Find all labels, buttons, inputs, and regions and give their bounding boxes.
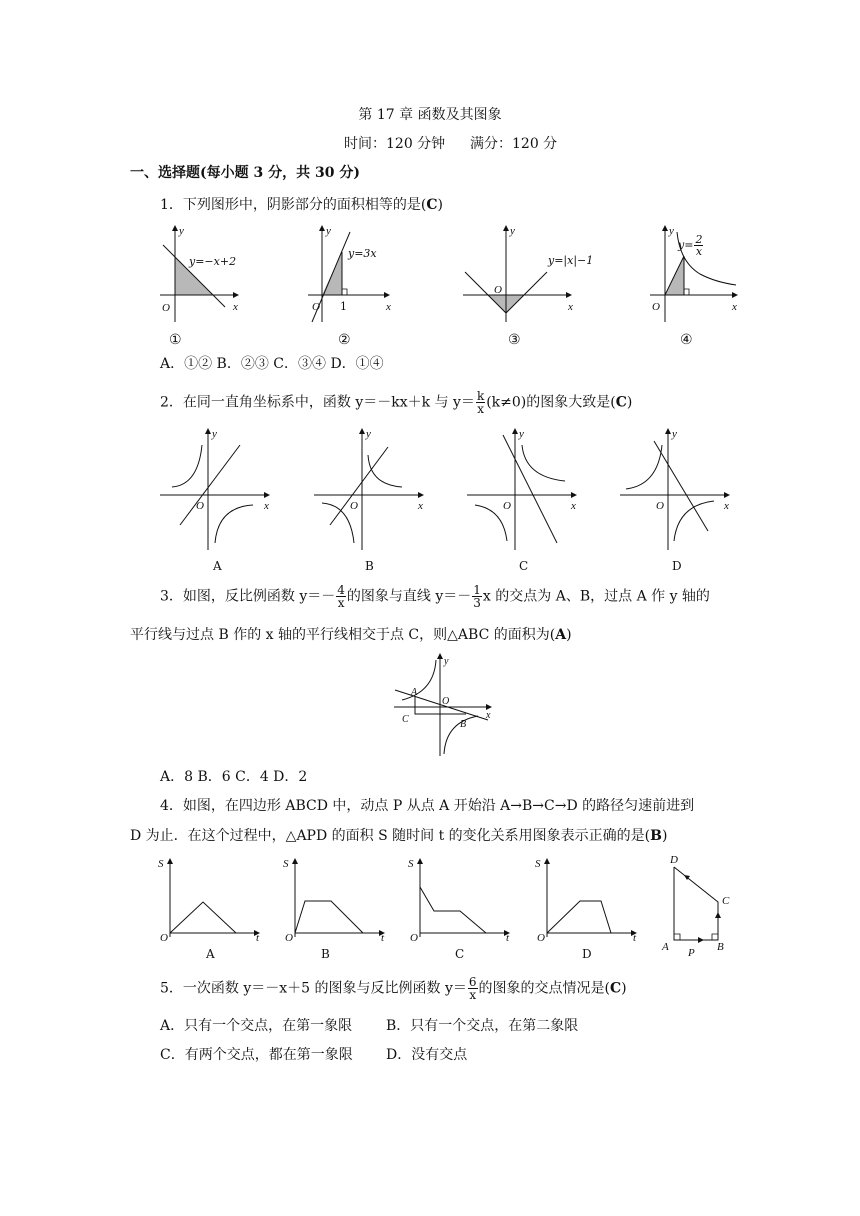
q2-stem: 2．在同一直角坐标系中，函数 y＝－kx＋k 与 y＝ $\frac{k}{x}$ (k≠0)的图象大致是(C) bbox=[160, 389, 633, 416]
q4-graph-b bbox=[283, 855, 393, 945]
svg-text:O: O bbox=[350, 500, 358, 512]
svg-text:y: y bbox=[510, 225, 515, 237]
svg-text:x: x bbox=[386, 301, 391, 313]
svg-text:y: y bbox=[326, 225, 331, 237]
svg-text:C: C bbox=[402, 714, 409, 725]
svg-text:P: P bbox=[688, 947, 695, 959]
q1-options: A．①② B．②③ C．③④ D．①④ bbox=[160, 356, 384, 372]
svg-text:O: O bbox=[312, 301, 320, 313]
q3-stem-line1: 3．如图，反比例函数 y＝－ $\frac{4}{x}$ 的图象与直线 y＝－ $\frac{1}{3}$ x 的交点为 A、B，过点 A 作 y 轴的 bbox=[160, 583, 710, 610]
svg-text:x: x bbox=[732, 301, 737, 313]
svg-text:y: y bbox=[366, 428, 371, 440]
svg-text:x: x bbox=[264, 500, 269, 512]
svg-text:O: O bbox=[537, 932, 545, 944]
svg-text:B: B bbox=[717, 941, 724, 953]
svg-text:O: O bbox=[160, 932, 168, 944]
svg-text:A: A bbox=[411, 687, 418, 698]
q3-stem-line2: 平行线与过点 B 作的 x 轴的平行线相交于点 C，则△ABC 的面积为(A) bbox=[130, 627, 572, 643]
q2-graph-b bbox=[312, 425, 437, 555]
q5-option-d: D．没有交点 bbox=[386, 1047, 468, 1063]
svg-text:y: y bbox=[519, 428, 524, 440]
svg-text:t: t bbox=[633, 932, 637, 944]
q2-label-b: B bbox=[365, 559, 374, 573]
q4-graph-d bbox=[535, 855, 645, 945]
svg-text:x: x bbox=[724, 500, 729, 512]
q4-graph-c bbox=[408, 855, 518, 945]
svg-text:y: y bbox=[179, 225, 184, 237]
section-heading: 一、选择题(每小题 3 分，共 30 分) bbox=[130, 165, 360, 181]
svg-text:O: O bbox=[162, 302, 170, 314]
svg-text:x: x bbox=[568, 301, 573, 313]
q1-graph-2-fn: y=3x bbox=[348, 247, 377, 260]
exam-time: 时间：120 分钟 bbox=[344, 136, 446, 152]
q1-graph-2-tick: 1 bbox=[340, 300, 347, 313]
q2-graph-a bbox=[158, 425, 283, 555]
q5-option-b: B．只有一个交点，在第二象限 bbox=[386, 1018, 579, 1034]
svg-text:O: O bbox=[196, 500, 204, 512]
q2-graph-c bbox=[465, 425, 590, 555]
q5-option-a: A．只有一个交点，在第一象限 bbox=[160, 1018, 353, 1034]
q4-stem-line1: 4．如图，在四边形 ABCD 中，动点 P 从点 A 开始沿 A→B→C→D 的路径匀速前进到 bbox=[160, 798, 695, 814]
q2-graph-d bbox=[618, 425, 743, 555]
svg-text:y: y bbox=[672, 428, 677, 440]
svg-text:A: A bbox=[662, 941, 669, 953]
svg-text:y: y bbox=[444, 656, 449, 667]
svg-text:O: O bbox=[285, 932, 293, 944]
q4-quadrilateral bbox=[660, 852, 740, 962]
svg-text:S: S bbox=[283, 858, 289, 870]
svg-text:O: O bbox=[656, 500, 664, 512]
q1-graph-1 bbox=[155, 222, 250, 327]
q1-graph-3-fn: y=|x|−1 bbox=[548, 254, 594, 267]
svg-text:O: O bbox=[442, 696, 450, 707]
q5-stem: 5．一次函数 y＝－x＋5 的图象与反比例函数 y＝ $\frac{6}{x}$ 的图象的交点情况是(C) bbox=[160, 975, 627, 1002]
q4-label-c: C bbox=[455, 947, 465, 961]
svg-text:O: O bbox=[494, 284, 502, 296]
q1-graph-3-label: ③ bbox=[508, 332, 521, 348]
q4-label-a: A bbox=[206, 947, 215, 961]
q3-options: A．8 B．6 C．4 D．2 bbox=[160, 769, 308, 785]
svg-text:O: O bbox=[652, 301, 660, 313]
svg-text:y: y bbox=[212, 428, 217, 440]
q3-graph bbox=[390, 652, 505, 760]
svg-text:D: D bbox=[670, 854, 678, 866]
q4-stem-line2: D 为止．在这个过程中，△APD 的面积 S 随时间 t 的变化关系用图象表示正确的是(B) bbox=[130, 828, 668, 844]
svg-text:O: O bbox=[503, 500, 511, 512]
svg-text:t: t bbox=[256, 932, 260, 944]
svg-text:B: B bbox=[460, 719, 467, 730]
q1-graph-3 bbox=[460, 222, 580, 327]
svg-text:t: t bbox=[506, 932, 510, 944]
svg-text:x: x bbox=[571, 500, 576, 512]
q1-graph-4-fn: y= $\frac{2}{x}$ bbox=[678, 233, 703, 258]
q2-label-d: D bbox=[672, 559, 682, 573]
svg-text:x: x bbox=[233, 301, 238, 313]
exam-score: 满分：120 分 bbox=[470, 136, 558, 152]
page-title: 第 17 章 函数及其图象 bbox=[358, 107, 502, 123]
q1-graph-1-label: ① bbox=[169, 332, 182, 348]
svg-text:O: O bbox=[410, 932, 418, 944]
q1-graph-2-label: ② bbox=[338, 332, 351, 348]
svg-text:S: S bbox=[535, 858, 541, 870]
svg-text:S: S bbox=[158, 858, 164, 870]
q1-graph-2 bbox=[300, 222, 395, 327]
q2-label-c: C bbox=[519, 559, 529, 573]
svg-text:x: x bbox=[486, 710, 491, 721]
svg-text:x: x bbox=[418, 500, 423, 512]
q5-option-c: C．有两个交点，都在第一象限 bbox=[160, 1047, 353, 1063]
q4-label-b: B bbox=[321, 947, 330, 961]
svg-text:C: C bbox=[722, 895, 730, 907]
q2-label-a: A bbox=[213, 559, 222, 573]
q4-graph-a bbox=[158, 855, 268, 945]
svg-text:S: S bbox=[408, 858, 414, 870]
q1-stem: 1．下列图形中，阴影部分的面积相等的是(C) bbox=[160, 197, 443, 213]
q4-label-d: D bbox=[582, 947, 592, 961]
q1-graph-1-fn: y=−x+2 bbox=[189, 255, 237, 268]
q1-graph-4-label: ④ bbox=[680, 332, 693, 348]
q1-answer: C bbox=[426, 197, 438, 213]
svg-text:y: y bbox=[669, 225, 674, 237]
svg-text:t: t bbox=[381, 932, 385, 944]
